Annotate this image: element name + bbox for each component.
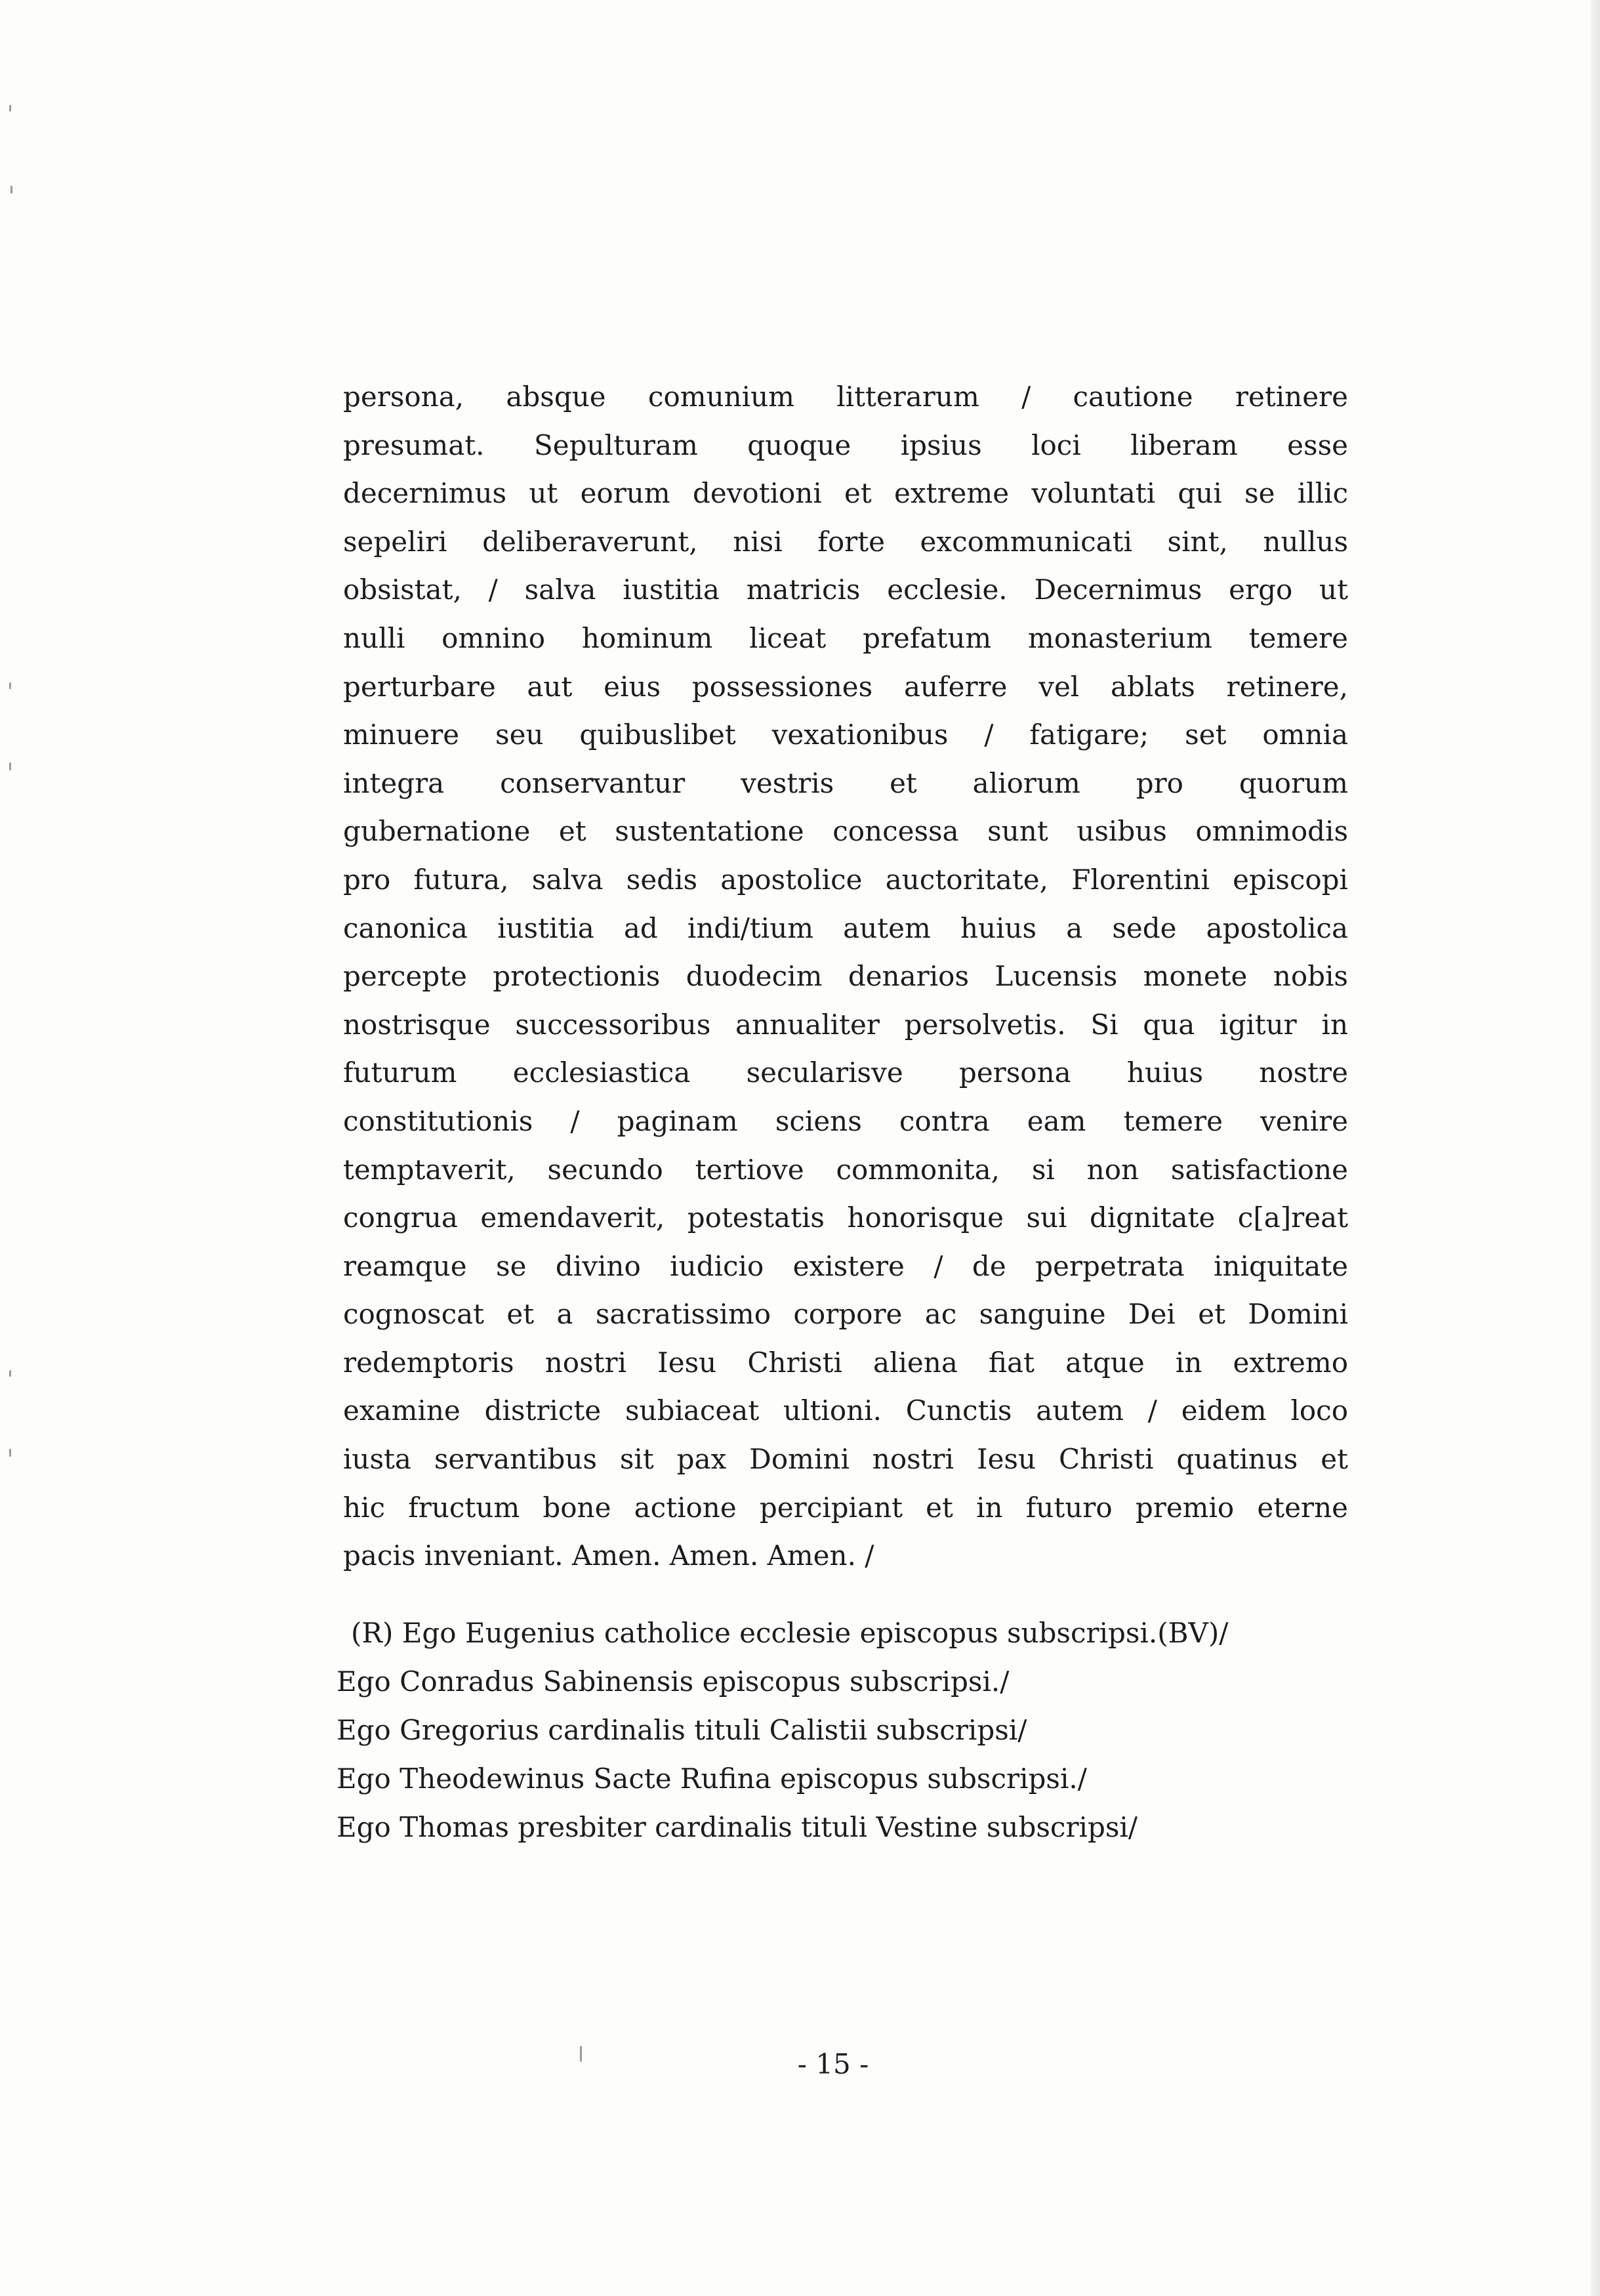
subscription-line: Ego Conradus Sabinensis episcopus subscripsi./	[337, 1665, 1010, 1698]
text-line: cognoscat et a sacratissimo corpore ac sanguine Dei et Domini	[343, 1298, 1348, 1331]
text-line: reamque se divino iudicio existere / de perpetrata iniquitate	[343, 1249, 1348, 1282]
text-line: nulli omnino hominum liceat prefatum monasterium temere	[343, 621, 1348, 654]
text-line: perturbare aut eius possessiones auferre vel ablats retinere,	[343, 670, 1348, 703]
text-line: canonica iustitia ad indi/tium autem huius a sede apostolica	[343, 911, 1348, 944]
text-line: redemptoris nostri Iesu Christi aliena fiat atque in extremo	[343, 1346, 1348, 1379]
text-line: sepeliri deliberaverunt, nisi forte excommunicati sint, nullus	[343, 525, 1348, 558]
subscriptions-list	[337, 1609, 1360, 1852]
scan-speck	[9, 682, 11, 689]
text-line: gubernatione et sustentatione concessa sunt usibus omnimodis	[343, 815, 1348, 848]
page-edge-shadow	[1591, 0, 1600, 2296]
subscription-line: Ego Gregorius cardinalis tituli Calistii subscripsi/	[337, 1714, 1027, 1746]
text-line: minuere seu quibuslibet vexationibus / fatigare; set omnia	[343, 719, 1348, 751]
text-line: presumat. Sepulturam quoque ipsius loci liberam esse	[343, 428, 1348, 461]
scan-speck	[580, 2046, 582, 2062]
scan-speck	[9, 105, 11, 112]
subscription-line: Ego Theodewinus Sacte Rufina episcopus subscripsi./	[337, 1763, 1087, 1795]
text-line: iusta servantibus sit pax Domini nostri Iesu Christi quatinus et	[343, 1443, 1348, 1476]
text-line: obsistat, / salva iustitia matricis ecclesie. Decernimus ergo ut	[343, 574, 1348, 606]
text-line: temptaverit, secundo tertiove commonita, si non satisfactione	[343, 1153, 1348, 1186]
subscription-line: Ego Thomas presbiter cardinalis tituli Vestine subscripsi/	[337, 1811, 1138, 1843]
subscription-line: (R) Ego Eugenius catholice ecclesie episcopus subscripsi.(BV)/	[351, 1617, 1229, 1649]
text-line: congrua emendaverit, potestatis honorisque sui dignitate c[a]reat	[343, 1201, 1348, 1234]
scan-speck	[9, 762, 11, 770]
text-line: examine districte subiaceat ultioni. Cunctis autem / eidem loco	[343, 1394, 1348, 1427]
text-line: integra conservantur vestris et aliorum pro quorum	[343, 766, 1348, 799]
scan-speck	[9, 1370, 11, 1377]
scan-speck	[9, 1449, 11, 1457]
page-number: - 15 -	[797, 2048, 869, 2080]
text-line-last: pacis inveniant. Amen. Amen. Amen. /	[343, 1539, 874, 1572]
text-line: nostrisque successoribus annualiter persolvetis. Si qua igitur in	[343, 1008, 1348, 1041]
text-line: persona, absque comunium litterarum / cautione retinere	[343, 381, 1348, 413]
text-line: decernimus ut eorum devotioni et extreme voluntati qui se illic	[343, 477, 1348, 510]
text-line: pro futura, salva sedis apostolice auctoritate, Florentini episcopi	[343, 863, 1348, 896]
text-line: constitutionis / paginam sciens contra eam temere venire	[343, 1104, 1348, 1137]
text-line: hic fructum bone actione percipiant et in futuro premio eterne	[343, 1491, 1348, 1524]
scan-speck	[10, 186, 12, 194]
letter-body	[343, 373, 1348, 1580]
text-line: futurum ecclesiastica secularisve persona huius nostre	[343, 1056, 1348, 1089]
text-line: percepte protectionis duodecim denarios Lucensis monete nobis	[343, 960, 1348, 993]
